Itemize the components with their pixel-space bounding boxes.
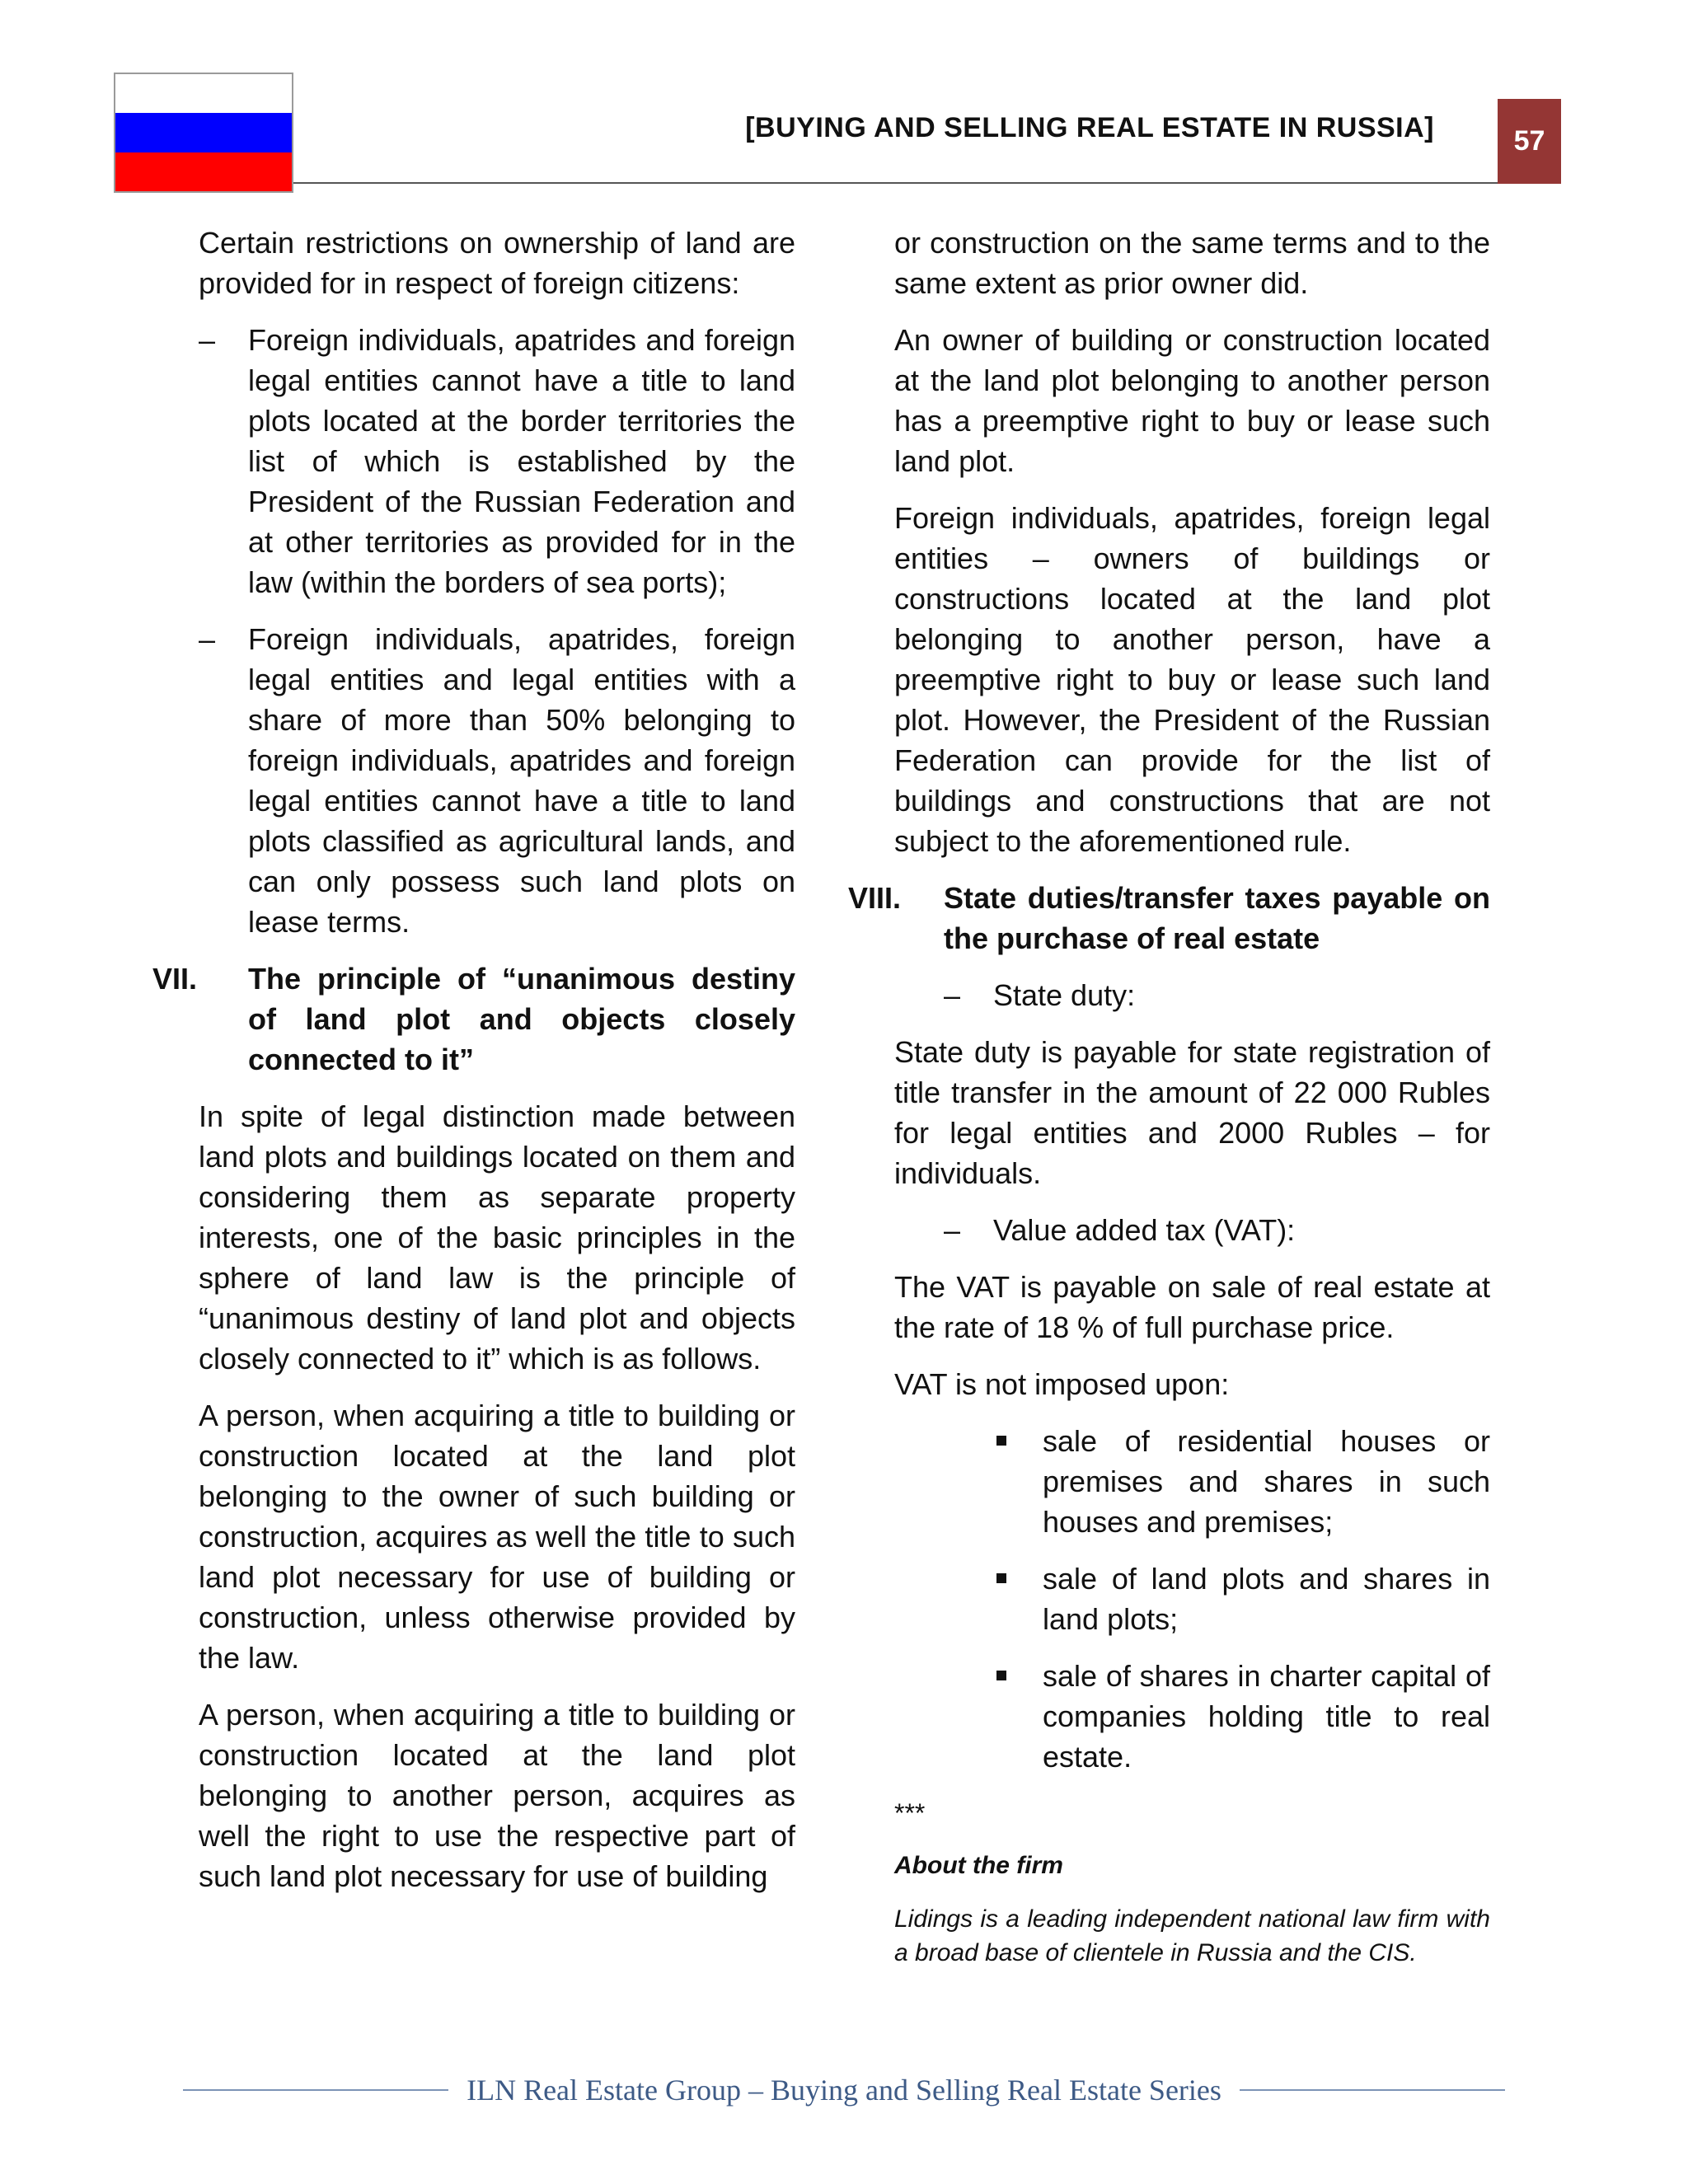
intro-paragraph: Certain restrictions on ownership of land are provided for in respect of foreign citizens: xyxy=(199,226,795,300)
dash-bullet: – xyxy=(199,323,216,357)
footer-text: ILN Real Estate Group – Buying and Selling Real Estate Series xyxy=(467,2074,1221,2107)
list-item xyxy=(894,1656,1490,1777)
page-header-title: [BUYING AND SELLING REAL ESTATE IN RUSSIA] xyxy=(745,112,1434,143)
vat-paragraph: The VAT is payable on sale of real estate at the rate of 18 % of full purchase price. xyxy=(894,1270,1490,1344)
section-title: State duties/transfer taxes payable on the purchase of real estate xyxy=(944,881,1490,955)
flag-stripe-red xyxy=(115,152,292,191)
body-paragraph: A person, when acquiring a title to building or construction located at the land plot belonging to the owner of such building or construction, acquires as well the title to such land plot necessary for use of building or construction, unless otherwise provided by the law. xyxy=(199,1399,795,1675)
sub-heading-vat xyxy=(894,1210,1490,1250)
dash-bullet: – xyxy=(199,622,216,656)
list-item-text: sale of shares in charter capital of companies holding title to real estate. xyxy=(1043,1659,1490,1774)
russian-flag-logo xyxy=(114,73,293,193)
sub-heading-label: Value added tax (VAT): xyxy=(993,1213,1296,1247)
square-bullet-icon xyxy=(996,1573,1006,1583)
list-item-text: sale of land plots and shares in land plots; xyxy=(1043,1562,1490,1636)
list-item xyxy=(894,1421,1490,1542)
state-duty-paragraph: State duty is payable for state registration of title transfer in the amount of 22 000 Rubles for legal entities and 2000 Rubles – for individuals. xyxy=(894,1035,1490,1190)
section-number: VII. xyxy=(152,962,198,996)
footer-rule-left xyxy=(183,2089,448,2091)
page-footer xyxy=(183,2069,1505,2111)
section-title: The principle of “unanimous destiny of land plot and objects closely connected to it” xyxy=(248,962,795,1076)
square-bullet-icon xyxy=(996,1671,1006,1680)
vat-exempt-intro: VAT is not imposed upon: xyxy=(894,1367,1230,1401)
left-column xyxy=(152,223,795,1896)
list-item-text: Foreign individuals, apatrides, foreign legal entities and legal entities with a share of more than 50% belonging to foreign individuals, apatrides and foreign legal entities cannot have a title to land plots classified as agricultural lands, and can only possess such land plots on lease terms. xyxy=(248,622,795,939)
right-column xyxy=(848,223,1490,1970)
separator-stars: *** xyxy=(894,1798,926,1828)
list-item xyxy=(199,320,795,602)
flag-stripe-white xyxy=(115,74,292,113)
sub-heading-state-duty xyxy=(894,975,1490,1015)
dash-bullet: – xyxy=(944,1213,961,1247)
header-divider xyxy=(293,182,1561,184)
sub-heading-label: State duty: xyxy=(993,978,1136,1012)
list-item xyxy=(199,619,795,942)
dash-bullet: – xyxy=(944,978,961,1012)
list-item-text: Foreign individuals, apatrides and foreign legal entities cannot have a title to land plots located at the border territories the list of which is established by the President of the Russian Federation and at other territories as provided for in the law (within the borders of sea ports); xyxy=(248,323,795,599)
page-number-badge: 57 xyxy=(1498,99,1561,184)
body-paragraph: Foreign individuals, apatrides, foreign legal entities – owners of buildings or constructions located at the land plot belonging to another person, have a preemptive right to buy or lease such land plot. However, the President of the Russian Federation can provide for the list of buildings and constructions that are not subject to the aforementioned rule. xyxy=(894,501,1490,858)
list-item-text: sale of residential houses or premises and shares in such houses and premises; xyxy=(1043,1424,1490,1539)
section-heading-vii xyxy=(152,958,795,1080)
body-paragraph: In spite of legal distinction made between land plots and buildings located on them and considering them as separate property interests, one of the basic principles in the sphere of land law is the principle of “unanimous destiny of land plot and objects closely connected to it” which is as follows. xyxy=(199,1099,795,1376)
flag-stripe-blue xyxy=(115,113,292,152)
body-paragraph: An owner of building or construction located at the land plot belonging to another person has a preemptive right to buy or lease such land plot. xyxy=(894,323,1490,478)
list-item xyxy=(894,1558,1490,1639)
square-bullet-icon xyxy=(996,1436,1006,1446)
body-paragraph: or construction on the same terms and to the same extent as prior owner did. xyxy=(894,226,1490,300)
about-heading: About the firm xyxy=(894,1852,1063,1879)
about-text: Lidings is a leading independent national law firm with a broad base of clientele in Russia and the CIS. xyxy=(894,1905,1490,1966)
section-heading-viii xyxy=(848,878,1490,958)
body-paragraph: A person, when acquiring a title to building or construction located at the land plot belonging to another person, acquires as well the right to use the respective part of such land plot necessary for use of building xyxy=(199,1698,795,1893)
footer-rule-right xyxy=(1240,2089,1505,2091)
section-number: VIII. xyxy=(848,881,902,915)
